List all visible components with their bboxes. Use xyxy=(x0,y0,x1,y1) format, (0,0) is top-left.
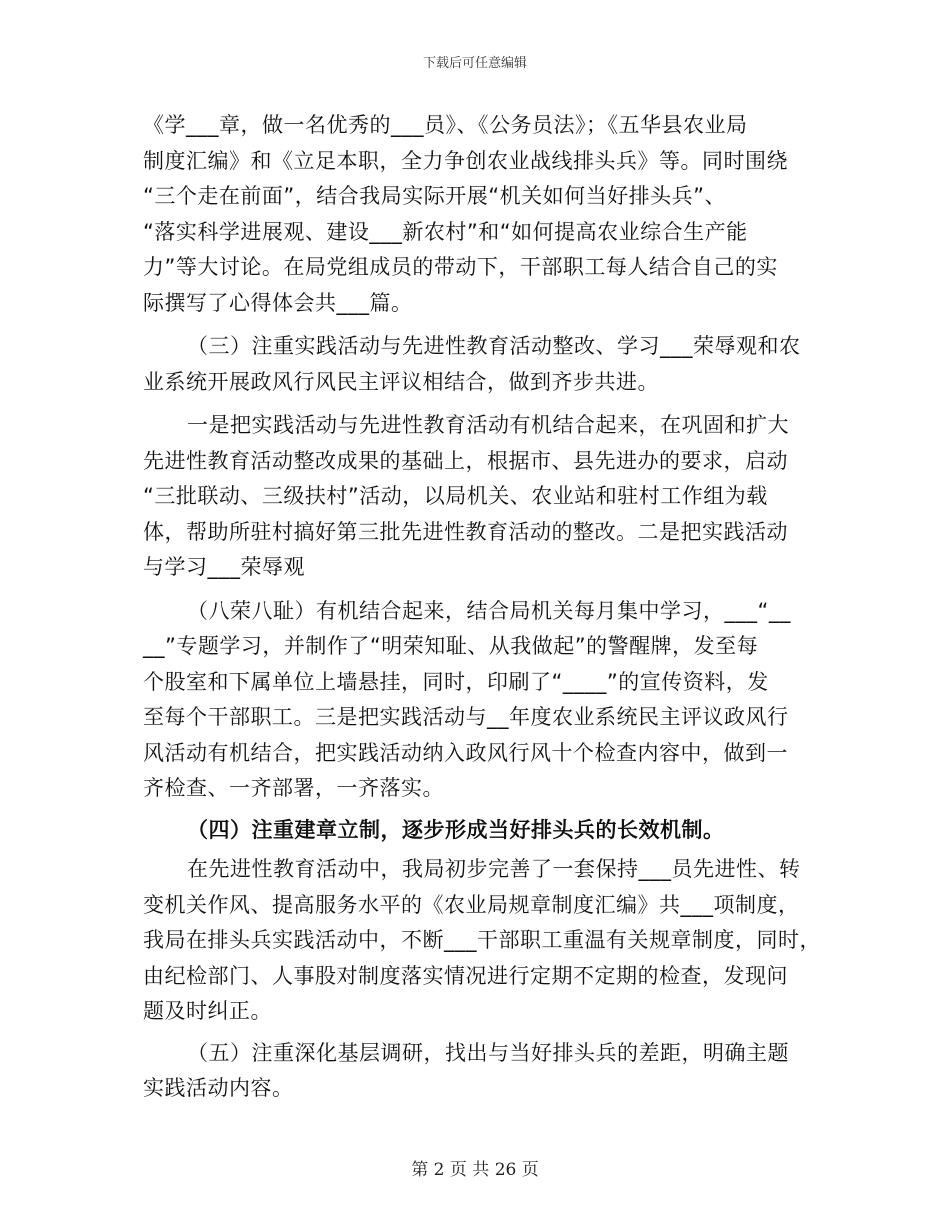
text-line: 一是把实践活动与先进性教育活动有机结合起来，在巩固和扩大 xyxy=(187,413,789,437)
page-header: 下载后可任意编辑 xyxy=(422,56,527,71)
text-line: （五）注重深化基层调研，找出与当好排头兵的差距，明确主题 xyxy=(187,1040,789,1065)
text-line: 业系统开展政风行风民主评议相结合，做到齐步共进。 xyxy=(143,369,659,394)
text-line: 《学___章，做一名优秀的___员》、《公务员法》；《五华县农业局 xyxy=(143,113,748,137)
text-line: __”专题学习，并制作了“明荣知耻、从我做起”的警醒牌，发至每 xyxy=(143,634,759,658)
text-line: 际撰写了心得体会共___篇。 xyxy=(143,290,413,315)
text-line: 体，帮助所驻村搞好第三批先进性教育活动的整改。二是把实践活动 xyxy=(143,519,788,544)
text-line: 由纪检部门、人事股对制度落实情况进行定期不定期的检查，发现问 xyxy=(143,963,788,988)
text-line: 先进性教育活动整改成果的基础上，根据市、县先进办的要求，启动 xyxy=(143,448,788,473)
text-line: “三批联动、三级扶村”活动，以局机关、农业站和驻村工作组为载 xyxy=(143,484,768,508)
text-line: 力”等大讨论。在局党组成员的带动下，干部职工每人结合自己的实 xyxy=(143,255,778,279)
text-line: 在先进性教育活动中，我局初步完善了一套保持___员先进性、转 xyxy=(187,857,801,881)
text-line: 我局在排头兵实践活动中，不断___干部职工重温有关规章制度，同时， xyxy=(143,928,821,952)
text-line: 题及时纠正。 xyxy=(143,999,272,1023)
document-body xyxy=(143,108,821,1107)
text-line: 变机关作风、提高服务水平的《农业局规章制度汇编》共___项制度， xyxy=(143,892,800,917)
text-line: 至每个干部职工。三是把实践活动与__年度农业系统民主评议政风行 xyxy=(143,705,789,729)
text-line: （八荣八耻）有机结合起来，结合局机关每月集中学习，___“__ xyxy=(187,598,791,623)
text-line: 齐检查、一齐部署，一齐落实。 xyxy=(143,776,444,800)
text-line: （三）注重实践活动与先进性教育活动整改、学习___荣辱观和农 xyxy=(187,334,801,358)
text-line: 风活动有机结合，把实践活动纳入政风行风十个检查内容中，做到一 xyxy=(143,740,788,765)
page-number: 第 2 页 共 26 页 xyxy=(411,1160,539,1180)
text-line: 实践活动内容。 xyxy=(143,1076,294,1100)
text-line: 个股室和下属单位上墙悬挂，同时，印刷了“____”的宣传资料，发 xyxy=(143,669,769,694)
text-line: 制度汇编》和《立足本职，全力争创农业战线排头兵》等。同时围绕 xyxy=(143,148,788,173)
text-line: 与学习___荣辱观 xyxy=(143,555,305,579)
text-line: （四）注重建章立制，逐步形成当好排头兵的长效机制。 xyxy=(187,817,725,842)
text-line: “落实科学进展观、建设___新农村”和“如何提高农业综合生产能 xyxy=(143,219,748,244)
text-line: “三个走在前面”，结合我局实际开展“机关如何当好排头兵”、 xyxy=(143,184,727,208)
